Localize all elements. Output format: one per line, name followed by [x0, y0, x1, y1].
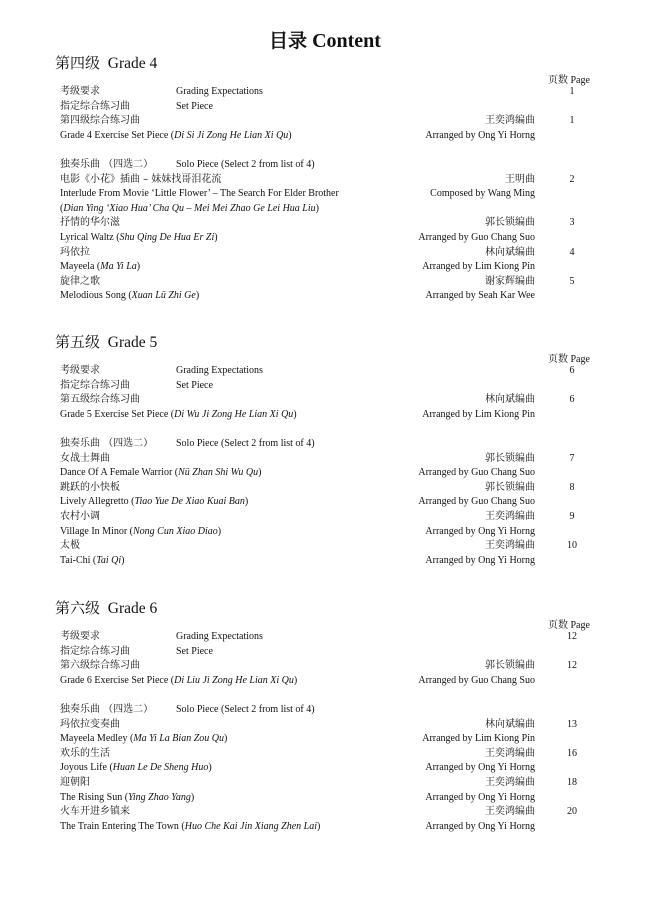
- page-column-header: 页数 Page: [548, 620, 590, 631]
- toc-entry-grading[interactable]: 考级要求 Grading Expectations 6: [60, 364, 620, 378]
- toc-entry[interactable]: [60, 539, 620, 553]
- toc-entry[interactable]: [60, 659, 620, 673]
- piece-title-en: Dance Of A Female Warrior (Nü Zhan Shi Wu Qu): [60, 467, 262, 479]
- grade-heading: 第四级 Grade 4: [55, 54, 158, 72]
- page-number: 13: [567, 718, 577, 730]
- page-number: 7: [569, 452, 575, 464]
- arranger-en: Arranged by Lim Kiong Pin: [422, 408, 535, 420]
- piece-title-zh: 太极: [60, 540, 80, 552]
- toc-entry-english[interactable]: [60, 187, 620, 201]
- arranger-zh: 王奕鸿编曲: [485, 540, 535, 552]
- arranger-zh: 谢家辉编曲: [485, 275, 535, 287]
- piece-title-en: Tai-Chi (Tai Qi): [60, 554, 125, 566]
- piece-title-en: Lively Allegretto (Tiao Yue De Xiao Kuai Ban): [60, 496, 249, 508]
- arranger-zh: 王奕鸿编曲: [485, 115, 535, 127]
- toc-entry[interactable]: [60, 452, 620, 466]
- solo-piece-label: 独奏乐曲 （四选二） Solo Piece (Select 2 from list of 4): [60, 159, 315, 170]
- toc-entry[interactable]: [60, 393, 620, 407]
- toc-entry-english[interactable]: [60, 289, 620, 303]
- arranger-en: Arranged by Guo Chang Suo: [418, 496, 535, 508]
- toc-entry-english[interactable]: [60, 674, 620, 688]
- page-number: 3: [569, 217, 575, 229]
- piece-title-en: Melodious Song (Xuan Lü Zhi Ge): [60, 290, 200, 302]
- page-number: 18: [567, 777, 577, 788]
- toc-entry-english[interactable]: [60, 820, 620, 834]
- toc-entry[interactable]: [60, 510, 620, 524]
- toc-entry[interactable]: [60, 173, 620, 187]
- piece-title-zh: 玛依拉变奏曲: [60, 718, 120, 730]
- toc-entry-english[interactable]: [60, 791, 620, 805]
- toc-entry-english[interactable]: [60, 495, 620, 509]
- grade-heading: 第六级 Grade 6: [55, 599, 158, 617]
- toc-entry[interactable]: [60, 718, 620, 732]
- toc-entry-english[interactable]: [60, 260, 620, 274]
- arranger-zh: 王奕鸿编曲: [485, 747, 535, 759]
- toc-entry[interactable]: [60, 481, 620, 495]
- toc-entry-grading[interactable]: 考级要求 Grading Expectations 1: [60, 85, 620, 99]
- solo-piece-label: 独奏乐曲 （四选二） Solo Piece (Select 2 from list of 4): [60, 704, 315, 715]
- piece-title-zh: 女战士舞曲: [60, 452, 110, 464]
- piece-title-en: Grade 5 Exercise Set Piece (Di Wu Ji Zong He Lian Xi Qu): [60, 408, 297, 420]
- page-number: 9: [569, 511, 575, 522]
- toc-entry-english[interactable]: [60, 525, 620, 539]
- page-title: 目录 Content: [269, 30, 381, 52]
- toc-entry[interactable]: [60, 114, 620, 128]
- page-number: 12: [567, 631, 577, 642]
- arranger-en: Arranged by Ong Yi Horng: [425, 762, 535, 774]
- toc-entry-english[interactable]: [60, 408, 620, 422]
- toc-entry[interactable]: [60, 246, 620, 260]
- arranger-en: Arranged by Ong Yi Horng: [425, 554, 535, 566]
- toc-entry-english-cont[interactable]: (Dian Ying ‘Xiao Hua’ Cha Qu – Mei Mei Zhao Ge Lei Hua Liu): [60, 202, 319, 214]
- page-number: 4: [569, 246, 575, 258]
- piece-title-zh: 抒情的华尔滋: [60, 217, 120, 229]
- page-number: 10: [567, 540, 577, 552]
- piece-title-en: The Train Entering The Town (Huo Che Kai Jin Xiang Zhen Lai): [60, 820, 321, 832]
- piece-title-zh: 欢乐的生活: [60, 747, 110, 759]
- arranger-zh: 郭长锁编曲: [485, 217, 535, 229]
- arranger-zh: 王奕鸿编曲: [485, 777, 535, 788]
- arranger-en: Arranged by Ong Yi Horng: [425, 791, 535, 803]
- toc-entry-setpiece-label: 指定综合练习曲 Set Piece: [60, 645, 213, 657]
- arranger-en: Arranged by Ong Yi Horng: [425, 129, 535, 141]
- piece-title-en: Lyrical Waltz (Shu Qing De Hua Er Zi): [60, 232, 218, 243]
- toc-entry[interactable]: [60, 275, 620, 289]
- piece-title-zh: 电影《小花》插曲 – 妹妹找哥泪花流: [60, 173, 222, 185]
- toc-entry-english[interactable]: [60, 761, 620, 775]
- toc-entry-english[interactable]: [60, 732, 620, 746]
- grade-heading: 第五级 Grade 5: [55, 333, 158, 351]
- toc-entry[interactable]: [60, 776, 620, 790]
- piece-title-en: Joyous Life (Huan Le De Sheng Huo): [60, 762, 212, 774]
- toc-entry[interactable]: [60, 216, 620, 230]
- page-number: 1: [569, 115, 575, 127]
- page-number: 20: [567, 806, 577, 818]
- piece-title-zh: 农村小调: [60, 511, 100, 522]
- arranger-zh: 郭长锁编曲: [485, 452, 535, 464]
- piece-title-zh: 第六级综合练习曲: [60, 660, 140, 672]
- piece-title-en: The Rising Sun (Ying Zhao Yang): [60, 791, 195, 803]
- page-number: 6: [569, 365, 575, 376]
- arranger-zh: 郭长锁编曲: [485, 481, 535, 493]
- toc-entry-grading[interactable]: 考级要求 Grading Expectations 12: [60, 630, 620, 644]
- toc-entry[interactable]: [60, 747, 620, 761]
- piece-title-zh: 火车开进乡镇来: [60, 806, 130, 818]
- arranger-en: Arranged by Guo Chang Suo: [418, 467, 535, 479]
- page-column-header: 页数 Page: [548, 75, 590, 86]
- arranger-en: Arranged by Guo Chang Suo: [418, 674, 535, 686]
- arranger-en: Composed by Wang Ming: [430, 188, 535, 200]
- piece-title-en: Interlude From Movie ‘Little Flower’ – The Search For Elder Brother: [60, 188, 339, 200]
- arranger-en: Arranged by Guo Chang Suo: [418, 232, 535, 243]
- piece-title-en: Grade 6 Exercise Set Piece (Di Liu Ji Zong He Lian Xi Qu): [60, 674, 298, 686]
- solo-piece-label: 独奏乐曲 （四选二） Solo Piece (Select 2 from list of 4): [60, 438, 315, 449]
- arranger-zh: 林向斌编曲: [485, 718, 535, 730]
- toc-entry-english[interactable]: [60, 129, 620, 143]
- page-column-header: 页数 Page: [548, 354, 590, 365]
- piece-title-en: Village In Minor (Nong Cun Xiao Diao): [60, 525, 222, 537]
- toc-entry-english[interactable]: [60, 231, 620, 245]
- toc-entry-english[interactable]: [60, 554, 620, 568]
- toc-entry-setpiece-label: 指定综合练习曲 Set Piece: [60, 100, 213, 112]
- arranger-zh: 郭长锁编曲: [485, 660, 535, 672]
- page-number: 6: [569, 394, 575, 406]
- piece-title-en: Mayeela (Ma Yi La): [60, 261, 141, 273]
- arranger-en: Arranged by Ong Yi Horng: [425, 525, 535, 537]
- piece-title-en: Grade 4 Exercise Set Piece (Di Si Ji Zong He Lian Xi Qu): [60, 129, 292, 141]
- arranger-zh: 王奕鸿编曲: [485, 806, 535, 818]
- piece-title-zh: 迎朝阳: [60, 777, 90, 788]
- page-number: 12: [567, 660, 577, 672]
- toc-entry-english[interactable]: [60, 466, 620, 480]
- piece-title-zh: 旋律之歌: [60, 275, 100, 287]
- arranger-zh: 王明曲: [505, 173, 535, 185]
- piece-title-zh: 玛依拉: [60, 246, 90, 258]
- page-number: 1: [569, 86, 575, 97]
- arranger-en: Arranged by Seah Kar Wee: [425, 290, 535, 302]
- piece-title-zh: 第五级综合练习曲: [60, 394, 140, 406]
- arranger-en: Arranged by Ong Yi Horng: [425, 820, 535, 832]
- page-number: 8: [569, 481, 575, 493]
- toc-entry[interactable]: [60, 805, 620, 819]
- arranger-zh: 王奕鸿编曲: [485, 511, 535, 522]
- piece-title-zh: 跳跃的小快板: [60, 481, 120, 493]
- arranger-en: Arranged by Lim Kiong Pin: [422, 733, 535, 745]
- page-number: 2: [569, 173, 575, 185]
- page-number: 16: [567, 747, 577, 759]
- piece-title-zh: 第四级综合练习曲: [60, 115, 140, 127]
- piece-title-en: Mayeela Medley (Ma Yi La Bian Zou Qu): [60, 733, 228, 745]
- page-number: 5: [569, 275, 575, 287]
- arranger-en: Arranged by Lim Kiong Pin: [422, 261, 535, 273]
- arranger-zh: 林向斌编曲: [485, 394, 535, 406]
- toc-entry-setpiece-label: 指定综合练习曲 Set Piece: [60, 379, 213, 391]
- arranger-zh: 林向斌编曲: [485, 246, 535, 258]
